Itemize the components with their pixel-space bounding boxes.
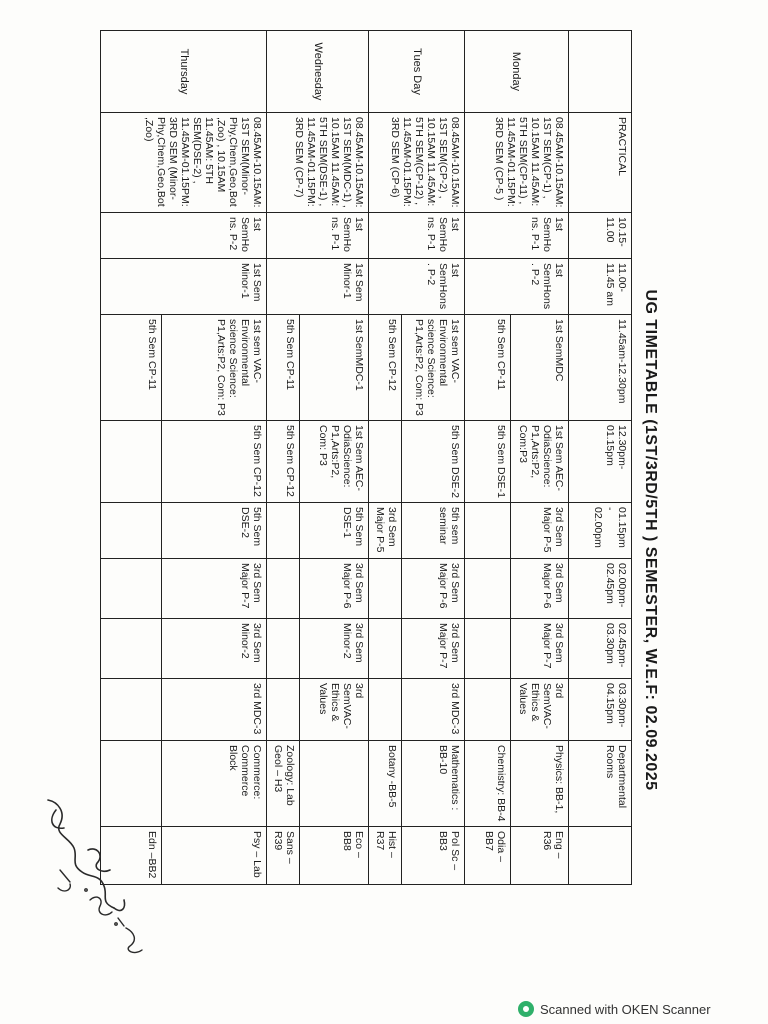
timetable-cell: Eco – BB8 [299,827,368,885]
timetable-cell [369,619,402,679]
practical-cell: 08.45AM-10.15AM: 1ST SEM(MDC-1) , 10.15AM 11.45AM: 5TH SEM(DSE-1) , 11.45AM-01.15PM: 3RD SEM (CP-7) [267,113,369,213]
column-header: 01.15pm - 02.00pm [568,503,631,559]
timetable-cell [464,679,510,741]
day-cell-thursday: Thursday [101,31,267,113]
timetable-cell: 3rd Sem Major P-6 [401,559,464,619]
timetable-body [101,31,632,885]
timetable-cell: 1st Sem Minor-1 [267,259,369,315]
timetable-cell: 3rd Sem Major P-7 [162,559,267,619]
column-header: 03.30pm-04.15pm [568,679,631,741]
timetable-cell [101,619,162,679]
timetable-cell [464,503,510,559]
timetable-row [299,31,368,885]
timetable-cell: Psy – Lab [162,827,267,885]
column-header: PRACTICAL [568,113,631,213]
timetable-cell: 5th Sem DSE-2 [401,421,464,503]
timetable-cell: Zoology: Lab Geol – H3 [267,741,300,827]
timetable-cell: 1st Sem AEC-OdiaScience: P1,Arts:P2, Com:P3 [511,421,569,503]
timetable-cell [464,619,510,679]
timetable-cell [267,679,300,741]
handwritten-signature [30,790,170,960]
timetable-cell: 3rd Sem Major P-7 [511,619,569,679]
timetable-cell [101,559,162,619]
timetable-cell: 5th sem seminar [401,503,464,559]
timetable-row [401,31,464,885]
timetable-cell: Commerce: Commerce Block [162,741,267,827]
timetable-table [100,30,632,885]
timetable-cell: 1st Sem AEC-OdiaScience: P1,Arts:P2, Com: P3 [299,421,368,503]
timetable-cell [101,421,162,503]
column-header: 11.45am-12.30pm [568,315,631,421]
scanner-label: Scanned with OKEN Scanner [540,1001,711,1017]
timetable-cell: 5th Sem CP-11 [101,315,162,421]
timetable-rotated [100,30,632,879]
timetable-cell: Botany -BB-5 [369,741,402,827]
timetable-cell [299,741,368,827]
timetable-cell: 1st SemMDC [511,315,569,421]
timetable-cell: 1st SemHons. P-1 [369,213,465,259]
timetable-cell: 3rd Sem Major P-5 [511,503,569,559]
timetable-cell: 3rd Sem Major P-7 [401,619,464,679]
timetable-cell [101,679,162,741]
timetable-cell [101,503,162,559]
timetable-cell: Sans – R39 [267,827,300,885]
practical-cell: 08.45AM-10.15AM: 1ST SEM(CP-1) , 10.15AM 11.45AM: 5TH SEM(CP-11) , 11.45AM-01.15PM: 3RD SEM (CP-5 ) [464,113,568,213]
timetable-cell: 1st Sem Minor-1 [101,259,267,315]
timetable-cell: 1st sem VAC-Environmental science Science: P1,Arts:P2, Com: P3 [401,315,464,421]
timetable-cell [369,559,402,619]
timetable-cell: 3rd Sem Major P-5 [369,503,402,559]
timetable-cell: 1st sem VAC-Environmental science Science: P1,Arts:P2, Com: P3 [162,315,267,421]
timetable-cell: Odia – BB7 [464,827,510,885]
timetable-cell: Physics: BB-1, [511,741,569,827]
timetable-cell: 5th Sem CP-11 [267,315,300,421]
day-cell-wednesday: Wednesday [267,31,369,113]
timetable-cell: Pol Sc – BB3 [401,827,464,885]
timetable-cell [369,679,402,741]
timetable-cell: 1st SemHons. P-1 [267,213,369,259]
timetable-cell: 3rd MDC-3 [401,679,464,741]
timetable-cell: 3rd Sem Major P-6 [511,559,569,619]
column-header: 10.15-11.00 [568,213,631,259]
day-cell-tuesday: Tues Day [369,31,465,113]
timetable-cell: 1st SemHons. P-2 [464,259,568,315]
timetable-row [511,31,569,885]
timetable-cell [267,559,300,619]
page-title: UG TIMETABLE (1ST/3RD/5TH ) SEMESTER, W.E.F: 02.09.2025 [642,289,659,791]
timetable-cell: 5th Sem CP-12 [267,421,300,503]
day-cell-monday: Monday [464,31,568,113]
timetable-cell: 1st SemHons. P-1 [464,213,568,259]
timetable-cell: 3rd SemVAC-Ethics & Values [299,679,368,741]
timetable-cell: 3rd Sem Major P-6 [299,559,368,619]
timetable-cell: 3rd MDC-3 [162,679,267,741]
timetable-cell [267,619,300,679]
timetable-cell: 5th Sem DSE-1 [464,421,510,503]
header-row [568,31,631,885]
timetable-cell: 1st SemMDC-1 [299,315,368,421]
timetable-cell: Chemistry: BB-4 [464,741,510,827]
oken-logo-icon [518,1001,534,1017]
timetable-cell [464,559,510,619]
timetable-cell: Eng – R36 [511,827,569,885]
practical-cell: 08.45AM-10.15AM: 1ST SEM(Minor-Phy,Chem,Geo,Bot,Zoo) , 10.15AM 11.45AM: 5TH SEM(DSE-2) , 11.45AM-01.15PM: 3RD SEM (Minor-Phy,Chem,Geo,Bot,Zoo) [101,113,267,213]
column-header: 02.45pm-03.30pm [568,619,631,679]
timetable-cell: 5th Sem DSE-1 [299,503,368,559]
column-header: 12.30pm-01.15pm [568,421,631,503]
timetable-cell: Mathematics : BB-10 [401,741,464,827]
timetable-cell: 3rd SemVAC-Ethics & Values [511,679,569,741]
timetable-cell [267,503,300,559]
column-header: Departmental Rooms [568,741,631,827]
timetable-cell: 1st SemHons. P-2 [101,213,267,259]
timetable-cell: 3rd Sem Minor-2 [162,619,267,679]
timetable-cell [369,421,402,503]
timetable-cell: 3rd Sem Minor-2 [299,619,368,679]
timetable-cell: Hist – R37 [369,827,402,885]
timetable-cell: 1st SemHons. P-2 [369,259,465,315]
timetable-cell: 5th Sem DSE-2 [162,503,267,559]
scanner-watermark [518,1000,711,1018]
corner-cell [568,31,631,113]
timetable-cell: 5th Sem CP-12 [162,421,267,503]
column-header: 02.00pm-02.45pm [568,559,631,619]
timetable-cell: Edn –BB2 [101,827,162,885]
timetable-cell: 5th Sem CP-11 [464,315,510,421]
column-header: 11.00-11.45 am [568,259,631,315]
timetable-row [162,31,267,885]
column-header [568,827,631,885]
timetable-cell: 5th Sem CP-12 [369,315,402,421]
practical-cell: 08.45AM-10.15AM: 1ST SEM(CP-2) , 10.15AM 11.45AM: 5TH SEM(CP-12) , 11.45AM-01.15PM: 3RD SEM (CP-6) [369,113,465,213]
